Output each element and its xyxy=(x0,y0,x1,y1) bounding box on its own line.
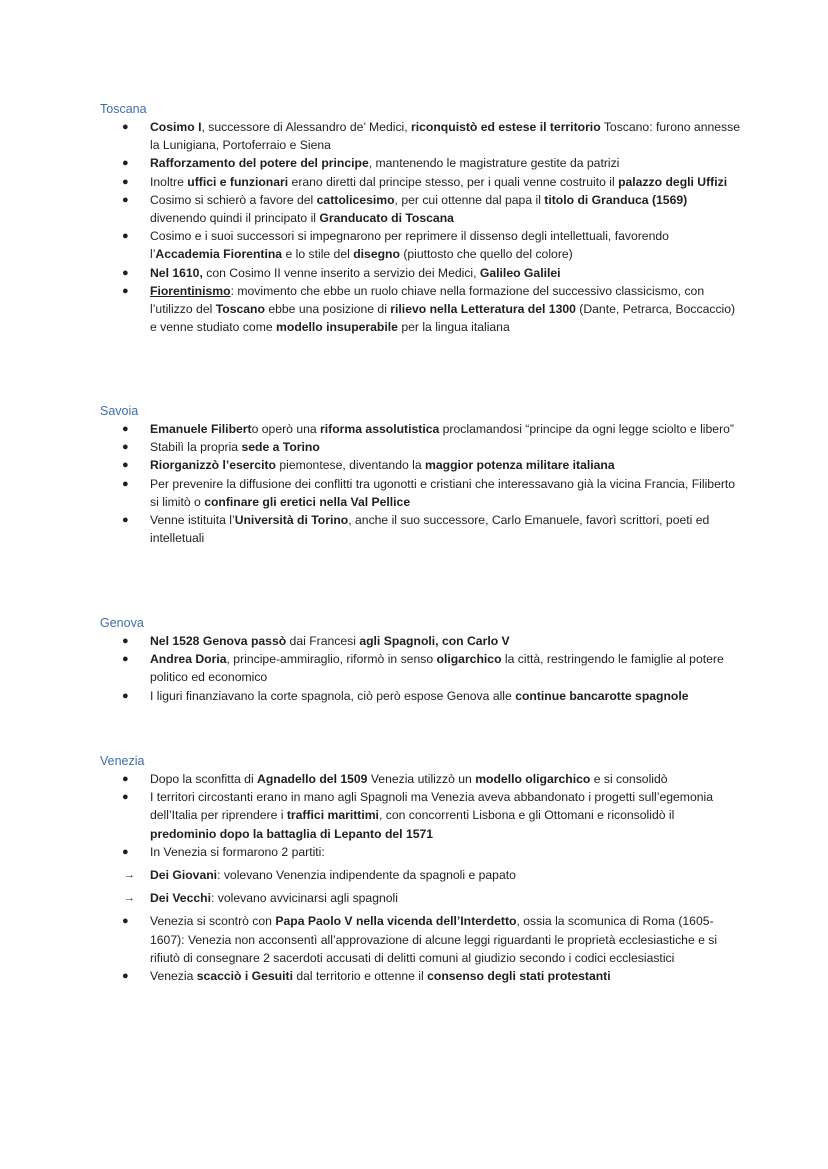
text-run: maggior potenza militare italiana xyxy=(425,458,615,473)
text-run: disegno xyxy=(353,247,400,262)
list-item xyxy=(100,843,740,861)
text-run: Per prevenire la diffusione dei conflitti tra ugonotti e cristiani che interessavano già la vicina Francia, Filiberto si limitò o xyxy=(150,476,736,509)
bullet-icon: ● xyxy=(122,477,129,490)
bullet-icon: ● xyxy=(122,157,129,170)
text-run: , anche il suo successore, Carlo Emanuele, favorì scrittori, poeti ed intelletuali xyxy=(150,513,710,546)
text-run: Stabilì la propria xyxy=(150,440,242,455)
text-run: Venezia xyxy=(150,969,197,984)
list-item xyxy=(100,227,740,263)
text-run: Agnadello del 1509 xyxy=(257,772,368,786)
bullet-icon: ● xyxy=(122,635,129,647)
list-item xyxy=(100,282,740,337)
text-run: traffici marittimi xyxy=(286,808,379,823)
list-item xyxy=(100,456,740,474)
bullet-icon: ● xyxy=(122,193,129,206)
list-item xyxy=(100,889,740,907)
text-run: : movimento che ebbe un ruolo chiave nella formazione del successivo classicismo, con l’utilizzo del xyxy=(150,283,705,317)
section-venezia xyxy=(100,752,740,985)
section-toscana xyxy=(100,100,740,336)
text-run: Andrea Doria xyxy=(150,652,227,667)
list-item xyxy=(100,511,740,547)
list-item xyxy=(100,770,740,788)
bullet-icon: ● xyxy=(122,689,129,702)
text-run: riconquistò ed estese il territorio xyxy=(411,120,601,134)
list-item xyxy=(100,173,740,191)
list-item xyxy=(100,912,740,967)
text-run: piemontese, diventando la xyxy=(275,458,426,473)
text-run: erano diretti dal principe stesso, per i quali venne costruito il xyxy=(288,174,619,189)
text-run: Emanuele Filibert xyxy=(150,422,252,436)
text-run: In Venezia si formarono 2 partiti: xyxy=(150,844,325,859)
text-run: Venne istituita l’ xyxy=(150,513,235,528)
list-item xyxy=(100,788,740,843)
list-item xyxy=(100,967,740,985)
text-run: o operò una xyxy=(251,422,321,436)
text-run: Granducato di Toscana xyxy=(319,211,454,226)
text-run: : volevano Venenzia indipendente da spagnoli e papato xyxy=(217,868,516,883)
bullet-list xyxy=(100,770,740,985)
text-run: dal territorio e ottenne il xyxy=(292,969,428,984)
text-run: Dopo la sconfitta di xyxy=(150,772,258,786)
section-title: Savoia xyxy=(100,404,139,418)
section-title: Genova xyxy=(100,616,144,630)
text-run: : volevano avvicinarsi agli spagnoli xyxy=(210,891,398,906)
arrow-icon: → xyxy=(124,869,135,882)
bullet-list xyxy=(100,632,740,705)
text-run: Dei Vecchi xyxy=(150,891,211,906)
text-run: continue bancarotte spagnole xyxy=(515,688,689,703)
text-run: Dei Giovani xyxy=(150,868,218,883)
text-run: Papa Paolo V nella vicenda dell’Interdetto xyxy=(275,914,517,929)
text-run: Cosimo I xyxy=(150,120,202,134)
text-run: Venezia utilizzò un xyxy=(367,772,476,786)
text-run: , per cui ottenne dal papa il xyxy=(394,192,545,207)
text-run: (piuttosto che quello del colore) xyxy=(399,247,573,262)
list-item xyxy=(100,475,740,511)
text-run: proclamandosi “principe da ogni legge sciolto e libero” xyxy=(439,422,734,436)
list-item xyxy=(100,866,740,884)
section-savoia xyxy=(100,402,740,547)
text-run: agli Spagnoli, con Carlo V xyxy=(359,634,510,648)
text-run: , con concorrenti Lisbona e gli Ottomani e riconsolidò il xyxy=(378,808,675,823)
text-run: con Cosimo II venne inserito a servizio dei Medici, xyxy=(202,265,480,280)
text-run: Galileo Galilei xyxy=(479,265,561,280)
text-run: uffici e funzionari xyxy=(187,174,289,189)
text-run: I liguri finanziavano la corte spagnola, ciò però espose Genova alle xyxy=(150,688,516,703)
section-genova xyxy=(100,614,740,705)
text-run: palazzo degli Uffizi xyxy=(618,174,728,189)
text-run: Toscano xyxy=(215,302,265,317)
text-run: sede a Torino xyxy=(241,440,320,455)
bullet-icon: ● xyxy=(122,791,129,804)
bullet-list xyxy=(100,118,740,336)
text-run: e lo stile del xyxy=(282,247,354,262)
text-run: modello insuperabile xyxy=(276,320,398,335)
text-run: confinare gli eretici nella Val Pellice xyxy=(204,494,411,509)
text-run: oligarchico xyxy=(436,652,502,667)
text-run: , ossia la scomunica di Roma (1605-1607): Venezia non acconsentì all’approvazione di alcune leggi riguardanti le proprietà ecclesiastiche e si rifiutò di consegnare 2 sacerdoti accusati di delitti comuni al giudizio secondo i codici ecclesiastici xyxy=(150,914,718,965)
text-run: Nel 1610, xyxy=(150,265,203,280)
text-run: Nel 1528 Genova passò xyxy=(150,634,287,648)
bullet-icon: ● xyxy=(122,423,129,435)
bullet-icon: ● xyxy=(122,459,129,472)
text-run: consenso degli stati protestanti xyxy=(427,969,611,984)
list-item xyxy=(100,420,740,438)
bullet-icon: ● xyxy=(122,845,129,858)
text-run: rilievo nella Letteratura del 1300 xyxy=(390,302,576,317)
list-item xyxy=(100,687,740,705)
text-run: Cosimo si schierò a favore del xyxy=(150,192,317,207)
bullet-icon: ● xyxy=(122,970,129,983)
text-run: Toscano: furono annesse la Lunigiana, Portoferraio e Siena xyxy=(150,120,741,153)
text-run: Rafforzamento del potere del principe xyxy=(150,156,369,171)
bullet-icon: ● xyxy=(122,230,129,243)
text-run: cattolicesimo xyxy=(316,192,395,207)
text-run: Venezia si scontrò con xyxy=(150,914,276,929)
list-item xyxy=(100,632,740,650)
bullet-list xyxy=(100,420,740,547)
text-run: , principe-ammiraglio, riformò in senso xyxy=(226,652,437,667)
text-run: Riorganizzò l’esercito xyxy=(150,458,276,473)
arrow-icon: → xyxy=(124,892,135,905)
text-run: la città, restringendo le famiglie al potere politico ed economico xyxy=(150,652,724,685)
bullet-icon: ● xyxy=(122,441,129,454)
text-run: , successore di Alessandro de’ Medici, xyxy=(201,120,412,134)
text-run: per la lingua italiana xyxy=(397,320,510,335)
text-run: Fiorentinismo xyxy=(150,283,231,298)
text-run: Accademia Fiorentina xyxy=(155,247,283,262)
list-item xyxy=(100,650,740,686)
list-item xyxy=(100,438,740,456)
bullet-icon: ● xyxy=(122,514,129,527)
text-run: (Dante, Petrarca, Boccaccio) e venne studiato come xyxy=(150,302,736,335)
text-run: dai Francesi xyxy=(286,634,360,648)
text-run: riforma assolutistica xyxy=(320,422,440,436)
list-item xyxy=(100,264,740,282)
bullet-icon: ● xyxy=(122,266,129,279)
list-item xyxy=(100,154,740,172)
bullet-icon: ● xyxy=(122,121,129,133)
text-run: titolo di Granduca (1569) xyxy=(544,192,688,207)
text-run: Università di Torino xyxy=(234,513,349,528)
text-run: Inoltre xyxy=(150,174,188,189)
section-title: Venezia xyxy=(100,754,145,768)
list-item xyxy=(100,118,740,154)
text-run: predominio dopo la battaglia di Lepanto del 1571 xyxy=(150,826,434,841)
text-run: ebbe una posizione di xyxy=(264,302,391,317)
list-item xyxy=(100,191,740,227)
text-run: e si consolidò xyxy=(590,772,668,786)
text-run: , mantenendo le magistrature gestite da patrizi xyxy=(368,156,620,171)
text-run: scacciò i Gesuiti xyxy=(196,969,293,984)
text-run: divenendo quindi il principato il xyxy=(150,211,320,226)
bullet-icon: ● xyxy=(122,773,129,785)
bullet-icon: ● xyxy=(122,284,129,297)
bullet-icon: ● xyxy=(122,653,129,666)
bullet-icon: ● xyxy=(122,175,129,188)
section-title: Toscana xyxy=(100,102,147,116)
text-run: I territori circostanti erano in mano agli Spagnoli ma Venezia aveva abbandonato i progetti sull’egemonia dell’Italia per riprendere i xyxy=(150,790,713,823)
text-run: Cosimo e i suoi successori si impegnarono per reprimere il dissenso degli intellettuali, favorendo l’ xyxy=(150,229,669,262)
bullet-icon: ● xyxy=(122,915,129,928)
text-run: modello oligarchico xyxy=(475,772,591,786)
